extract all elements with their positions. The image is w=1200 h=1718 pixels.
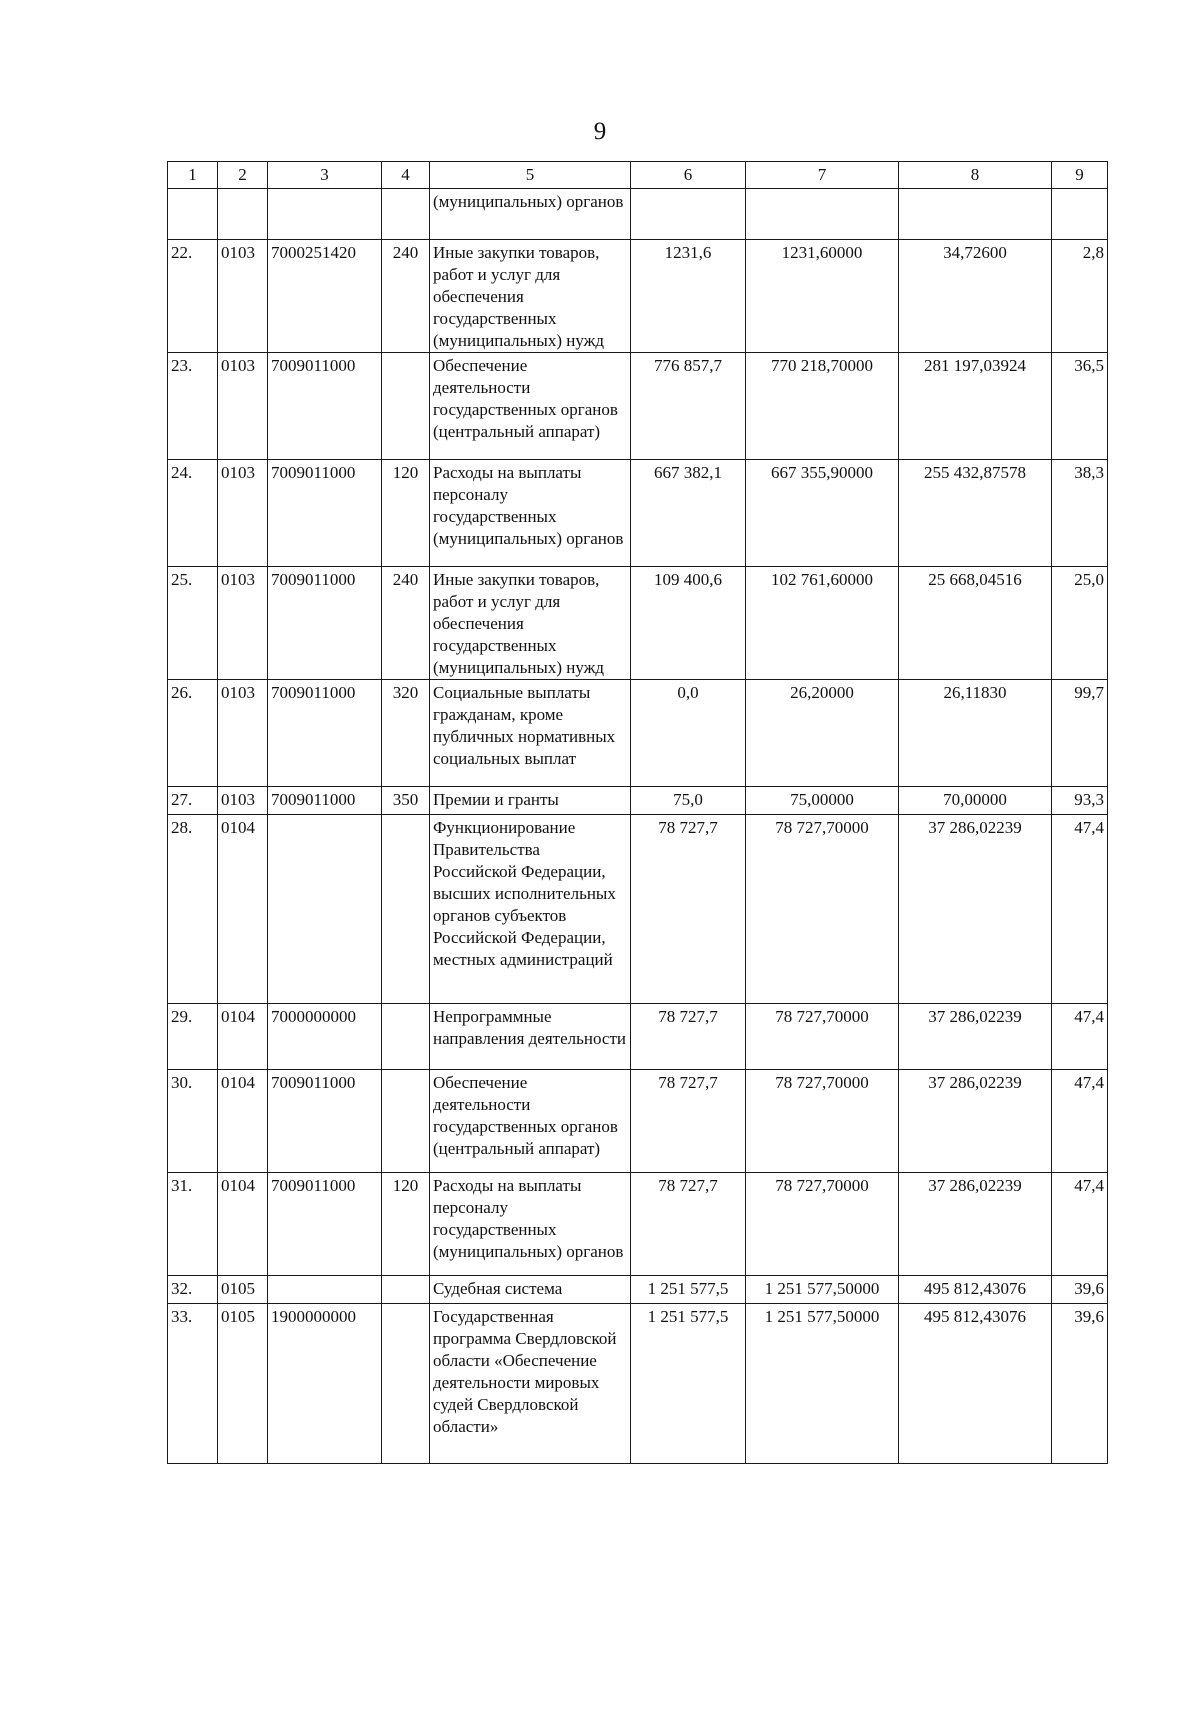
row-description: Расходы на выплаты персоналу государственных (муниципальных) органов xyxy=(430,460,631,567)
row-description: Государственная программа Свердловской области «Обеспечение деятельности мировых судей Свердловской области» xyxy=(430,1304,631,1464)
row-description: (муниципальных) органов xyxy=(430,189,631,240)
row-description: Премии и гранты xyxy=(430,787,631,815)
table-body xyxy=(168,189,1108,1464)
target-article-code: 7009011000 xyxy=(268,353,382,460)
header-cell: 2 xyxy=(218,162,268,189)
executed-amount: 37 286,02239 xyxy=(899,815,1052,1004)
row-description: Непрограммные направления деятельности xyxy=(430,1004,631,1070)
refined-plan-amount: 1 251 577,50000 xyxy=(746,1276,899,1304)
header-cell: 1 xyxy=(168,162,218,189)
table-row xyxy=(168,1173,1108,1276)
expense-type-code: 120 xyxy=(382,1173,430,1276)
expense-type-code xyxy=(382,353,430,460)
executed-amount: 25 668,04516 xyxy=(899,567,1052,680)
execution-percent: 39,6 xyxy=(1052,1304,1108,1464)
header-cell: 3 xyxy=(268,162,382,189)
row-number: 32. xyxy=(168,1276,218,1304)
plan-amount: 1231,6 xyxy=(631,240,746,353)
refined-plan-amount: 26,20000 xyxy=(746,680,899,787)
target-article-code xyxy=(268,815,382,1004)
section-code: 0104 xyxy=(218,1004,268,1070)
target-article-code: 7009011000 xyxy=(268,787,382,815)
row-description: Обеспечение деятельности государственных органов (центральный аппарат) xyxy=(430,353,631,460)
table-row xyxy=(168,240,1108,353)
row-description: Социальные выплаты гражданам, кроме публичных нормативных социальных выплат xyxy=(430,680,631,787)
expense-type-code xyxy=(382,1004,430,1070)
expense-type-code: 320 xyxy=(382,680,430,787)
execution-percent: 36,5 xyxy=(1052,353,1108,460)
row-number: 26. xyxy=(168,680,218,787)
section-code: 0103 xyxy=(218,680,268,787)
section-code: 0104 xyxy=(218,815,268,1004)
executed-amount: 495 812,43076 xyxy=(899,1276,1052,1304)
section-code: 0103 xyxy=(218,787,268,815)
execution-percent: 25,0 xyxy=(1052,567,1108,680)
section-code: 0105 xyxy=(218,1276,268,1304)
refined-plan-amount: 78 727,70000 xyxy=(746,1173,899,1276)
row-number: 27. xyxy=(168,787,218,815)
refined-plan-amount: 78 727,70000 xyxy=(746,1004,899,1070)
section-code: 0104 xyxy=(218,1173,268,1276)
execution-percent: 99,7 xyxy=(1052,680,1108,787)
expense-type-code xyxy=(382,815,430,1004)
target-article-code: 1900000000 xyxy=(268,1304,382,1464)
plan-amount: 78 727,7 xyxy=(631,1070,746,1173)
expense-type-code xyxy=(382,1070,430,1173)
section-code: 0105 xyxy=(218,1304,268,1464)
table-row xyxy=(168,460,1108,567)
section-code: 0103 xyxy=(218,353,268,460)
execution-percent: 47,4 xyxy=(1052,1070,1108,1173)
executed-amount: 37 286,02239 xyxy=(899,1070,1052,1173)
table-row xyxy=(168,1070,1108,1173)
target-article-code: 7009011000 xyxy=(268,567,382,680)
section-code: 0103 xyxy=(218,460,268,567)
execution-percent: 39,6 xyxy=(1052,1276,1108,1304)
table-row xyxy=(168,1276,1108,1304)
row-description: Расходы на выплаты персоналу государственных (муниципальных) органов xyxy=(430,1173,631,1276)
row-description: Функционирование Правительства Российской Федерации, высших исполнительных органов субъектов Российской Федерации, местных администраций xyxy=(430,815,631,1004)
refined-plan-amount: 102 761,60000 xyxy=(746,567,899,680)
plan-amount: 75,0 xyxy=(631,787,746,815)
expense-type-code: 120 xyxy=(382,460,430,567)
expense-type-code: 240 xyxy=(382,567,430,680)
execution-percent xyxy=(1052,189,1108,240)
header-cell: 7 xyxy=(746,162,899,189)
table-row xyxy=(168,1304,1108,1464)
header-row xyxy=(168,162,1108,189)
expense-type-code xyxy=(382,1276,430,1304)
row-description: Обеспечение деятельности государственных органов (центральный аппарат) xyxy=(430,1070,631,1173)
header-cell: 8 xyxy=(899,162,1052,189)
refined-plan-amount: 1231,60000 xyxy=(746,240,899,353)
execution-percent: 47,4 xyxy=(1052,1004,1108,1070)
row-number: 23. xyxy=(168,353,218,460)
executed-amount: 255 432,87578 xyxy=(899,460,1052,567)
execution-percent: 38,3 xyxy=(1052,460,1108,567)
executed-amount: 281 197,03924 xyxy=(899,353,1052,460)
row-number: 33. xyxy=(168,1304,218,1464)
table-row xyxy=(168,815,1108,1004)
row-number: 31. xyxy=(168,1173,218,1276)
header-cell: 5 xyxy=(430,162,631,189)
section-code: 0103 xyxy=(218,240,268,353)
executed-amount: 70,00000 xyxy=(899,787,1052,815)
expense-type-code xyxy=(382,1304,430,1464)
section-code xyxy=(218,189,268,240)
header-cell: 4 xyxy=(382,162,430,189)
execution-percent: 93,3 xyxy=(1052,787,1108,815)
executed-amount: 37 286,02239 xyxy=(899,1173,1052,1276)
execution-percent: 47,4 xyxy=(1052,815,1108,1004)
expense-type-code xyxy=(382,189,430,240)
row-number: 29. xyxy=(168,1004,218,1070)
header-cell: 6 xyxy=(631,162,746,189)
execution-percent: 47,4 xyxy=(1052,1173,1108,1276)
plan-amount: 0,0 xyxy=(631,680,746,787)
table-row xyxy=(168,353,1108,460)
plan-amount: 1 251 577,5 xyxy=(631,1276,746,1304)
plan-amount: 109 400,6 xyxy=(631,567,746,680)
table-row xyxy=(168,567,1108,680)
refined-plan-amount: 1 251 577,50000 xyxy=(746,1304,899,1464)
row-number: 24. xyxy=(168,460,218,567)
refined-plan-amount: 75,00000 xyxy=(746,787,899,815)
target-article-code: 7000251420 xyxy=(268,240,382,353)
target-article-code: 7009011000 xyxy=(268,680,382,787)
header-cell: 9 xyxy=(1052,162,1108,189)
section-code: 0104 xyxy=(218,1070,268,1173)
expense-type-code: 240 xyxy=(382,240,430,353)
table-row xyxy=(168,189,1108,240)
plan-amount: 1 251 577,5 xyxy=(631,1304,746,1464)
plan-amount: 78 727,7 xyxy=(631,1173,746,1276)
plan-amount: 78 727,7 xyxy=(631,1004,746,1070)
table-row xyxy=(168,787,1108,815)
executed-amount: 26,11830 xyxy=(899,680,1052,787)
refined-plan-amount xyxy=(746,189,899,240)
plan-amount: 667 382,1 xyxy=(631,460,746,567)
row-description: Иные закупки товаров, работ и услуг для обеспечения государственных (муниципальных) нужд xyxy=(430,567,631,680)
refined-plan-amount: 78 727,70000 xyxy=(746,815,899,1004)
plan-amount: 776 857,7 xyxy=(631,353,746,460)
page-number: 9 xyxy=(593,118,607,145)
row-description: Судебная система xyxy=(430,1276,631,1304)
row-number: 30. xyxy=(168,1070,218,1173)
refined-plan-amount: 78 727,70000 xyxy=(746,1070,899,1173)
plan-amount: 78 727,7 xyxy=(631,815,746,1004)
budget-table xyxy=(167,161,1108,1464)
target-article-code xyxy=(268,189,382,240)
row-number: 22. xyxy=(168,240,218,353)
executed-amount: 34,72600 xyxy=(899,240,1052,353)
target-article-code: 7000000000 xyxy=(268,1004,382,1070)
executed-amount: 495 812,43076 xyxy=(899,1304,1052,1464)
refined-plan-amount: 770 218,70000 xyxy=(746,353,899,460)
row-number: 25. xyxy=(168,567,218,680)
target-article-code: 7009011000 xyxy=(268,1070,382,1173)
executed-amount: 37 286,02239 xyxy=(899,1004,1052,1070)
expense-type-code: 350 xyxy=(382,787,430,815)
row-number xyxy=(168,189,218,240)
executed-amount xyxy=(899,189,1052,240)
table-row xyxy=(168,680,1108,787)
target-article-code: 7009011000 xyxy=(268,460,382,567)
plan-amount xyxy=(631,189,746,240)
target-article-code: 7009011000 xyxy=(268,1173,382,1276)
execution-percent: 2,8 xyxy=(1052,240,1108,353)
row-description: Иные закупки товаров, работ и услуг для обеспечения государственных (муниципальных) нужд xyxy=(430,240,631,353)
refined-plan-amount: 667 355,90000 xyxy=(746,460,899,567)
section-code: 0103 xyxy=(218,567,268,680)
target-article-code xyxy=(268,1276,382,1304)
table-row xyxy=(168,1004,1108,1070)
row-number: 28. xyxy=(168,815,218,1004)
